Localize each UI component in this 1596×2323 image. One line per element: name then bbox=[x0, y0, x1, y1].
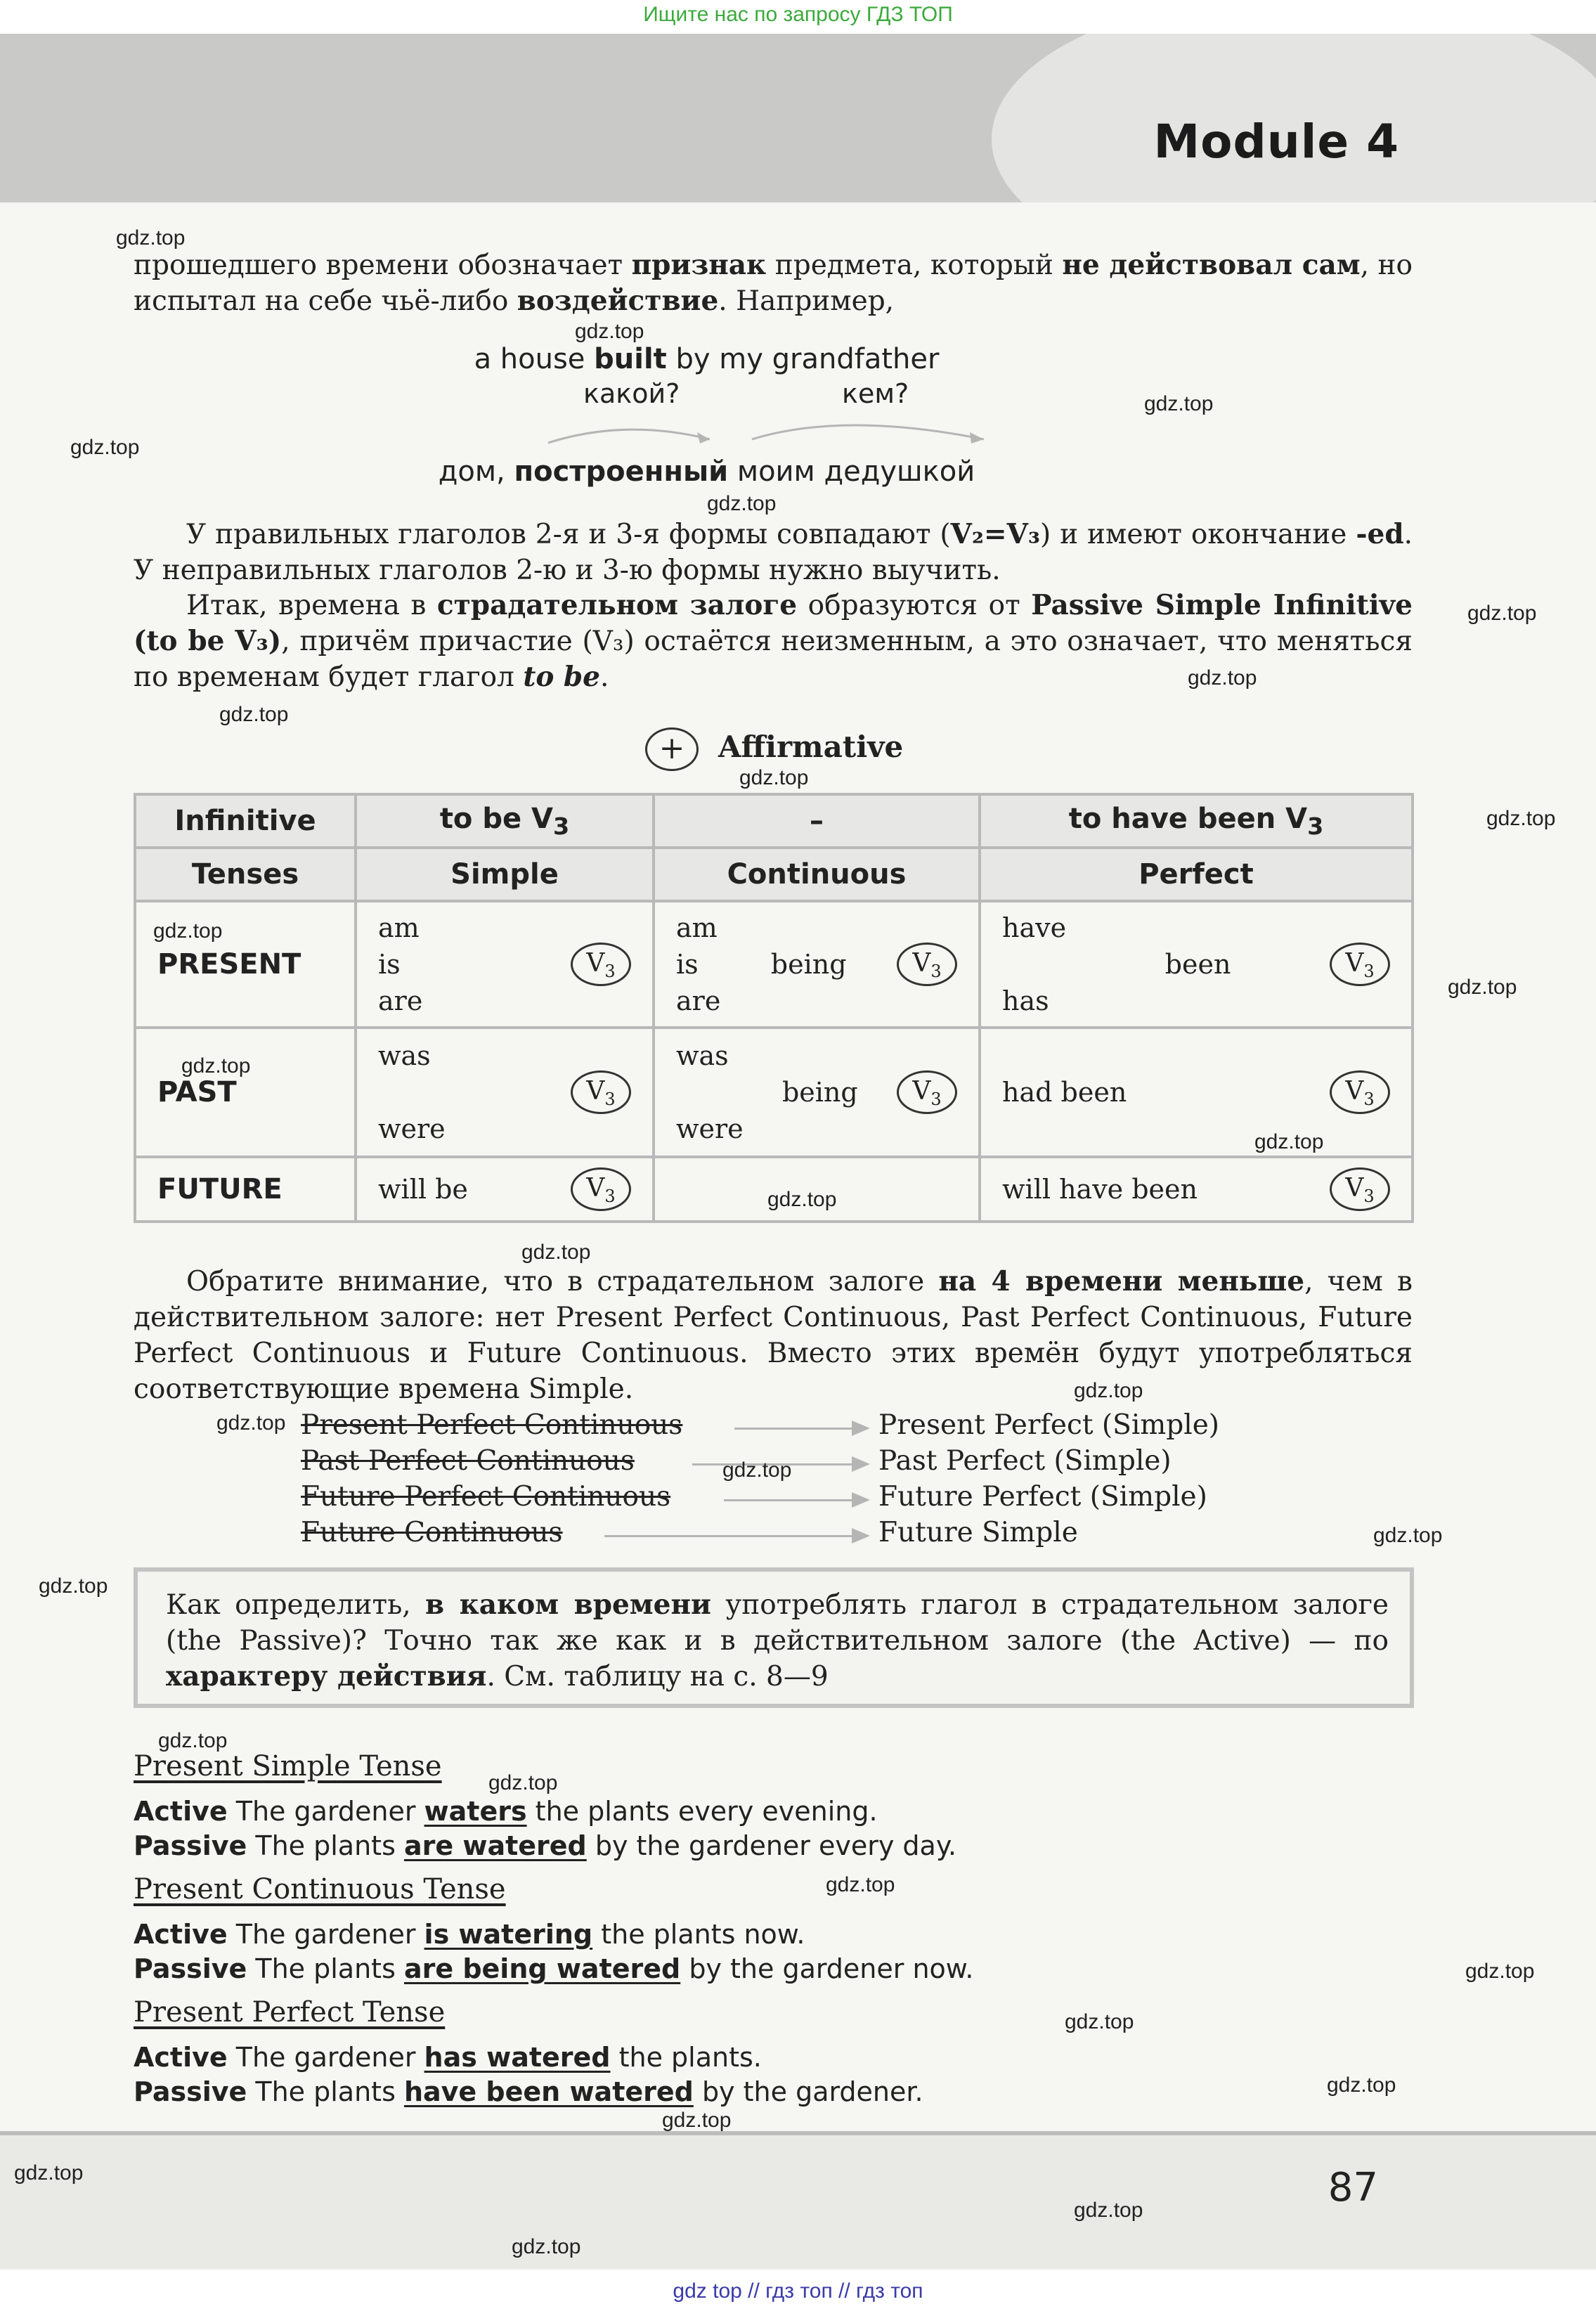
v3-mark: $V_3$ bbox=[571, 943, 631, 986]
watermark: gdz.top bbox=[1074, 1379, 1143, 1402]
watermark: gdz.top bbox=[181, 1054, 251, 1078]
watermark: gdz.top bbox=[116, 226, 186, 250]
passive-formation-paragraph: Итак, времена в страдательном залоге образуются от Passive Simple Infinitive (to be V₃), причём причастие (V₃) остаётся неизменным, а это означает, что меняться по временам будет глагол to be. bbox=[134, 589, 1413, 693]
example-active: Active The gardener is watering the plants now. bbox=[134, 1919, 805, 1950]
plus-icon: + bbox=[645, 727, 699, 771]
arrow-right-icon bbox=[852, 1492, 870, 1508]
watermark: gdz.top bbox=[1144, 392, 1214, 415]
present-continuous: am is are being $V_3$ bbox=[654, 901, 980, 1028]
tenses-label: Tenses bbox=[135, 848, 356, 901]
example-phrase-russian: дом, построенный моим дедушкой bbox=[438, 455, 975, 488]
affirmative-heading: Affirmative bbox=[718, 730, 904, 764]
watermark: gdz.top bbox=[767, 1188, 837, 1211]
watermark: gdz.top bbox=[575, 320, 644, 343]
watermark: gdz.top bbox=[1188, 666, 1257, 690]
future-perfect: will have been $V_3$ bbox=[980, 1157, 1413, 1222]
v3-mark: $V_3$ bbox=[1330, 943, 1390, 986]
inf-perfect: to have been $V_3$ bbox=[980, 794, 1413, 848]
v3-mark: $V_3$ bbox=[1330, 1167, 1390, 1211]
arrow-line bbox=[724, 1499, 854, 1501]
replacement-from: Present Perfect Continuous bbox=[301, 1409, 683, 1441]
tense-heading: Present Simple Tense bbox=[134, 1750, 442, 1782]
page-number: 87 bbox=[1328, 2165, 1378, 2211]
past-simple: was were $V_3$ bbox=[356, 1028, 654, 1157]
watermark: gdz.top bbox=[826, 1873, 895, 1896]
replacement-from: Past Perfect Continuous bbox=[301, 1445, 635, 1477]
watermark: gdz.top bbox=[1065, 2010, 1134, 2033]
example-active: Active The gardener has watered the plants. bbox=[134, 2042, 762, 2073]
watermark: gdz.top bbox=[1327, 2073, 1396, 2097]
example-passive: Passive The plants are watered by the gardener every day. bbox=[134, 1830, 956, 1861]
tense-heading: Present Continuous Tense bbox=[134, 1873, 506, 1905]
watermark: gdz.top bbox=[1448, 976, 1517, 999]
top-notice[interactable]: Ищите нас по запросу ГДЗ ТОП bbox=[643, 3, 953, 26]
watermark: gdz.top bbox=[1486, 807, 1556, 830]
fewer-tenses-paragraph: Обратите внимание, что в страдательном залоге на 4 времени меньше, чем в действительном залоге: нет Present Perfect Continuous, Past Perfect Continuous, Future Perfect Continuous и Future Continuous. Вместо этих времён будут употребляться соответствующие времена Simple. bbox=[134, 1265, 1413, 1405]
v3-mark: $V_3$ bbox=[571, 1070, 631, 1114]
watermark: gdz.top bbox=[216, 1411, 286, 1435]
module-title: Module 4 bbox=[1153, 115, 1399, 169]
v3-mark: $V_3$ bbox=[571, 1167, 631, 1211]
watermark: gdz.top bbox=[153, 919, 223, 943]
watermark: gdz.top bbox=[14, 2161, 84, 2185]
watermark: gdz.top bbox=[1467, 602, 1537, 625]
v3-mark: $V_3$ bbox=[897, 943, 957, 986]
present-label: PRESENT bbox=[135, 901, 356, 1028]
replacement-from: Future Perfect Continuous bbox=[301, 1481, 671, 1513]
future-label: FUTURE bbox=[135, 1157, 356, 1222]
replacement-to: Future Perfect (Simple) bbox=[878, 1481, 1207, 1513]
col-simple: Simple bbox=[356, 848, 654, 901]
past-continuous: was were being $V_3$ bbox=[654, 1028, 980, 1157]
tenses-row bbox=[135, 848, 1413, 901]
arrow-line bbox=[734, 1428, 854, 1430]
page-header bbox=[0, 34, 1596, 202]
regular-verbs-paragraph: У правильных глаголов 2-я и 3-я формы совпадают (V₂=V₃) и имеют окончание -ed. У неправильных глаголов 2-ю и 3-ю формы нужно выучить. bbox=[134, 518, 1413, 586]
tense-heading: Present Perfect Tense bbox=[134, 1996, 446, 2028]
watermark: gdz.top bbox=[707, 492, 777, 515]
watermark: gdz.top bbox=[39, 1574, 108, 1598]
future-simple: will be $V_3$ bbox=[356, 1157, 654, 1222]
arrow-line bbox=[604, 1535, 854, 1537]
question-by-whom: кем? bbox=[842, 378, 909, 409]
replacement-to: Present Perfect (Simple) bbox=[878, 1409, 1220, 1441]
v3-mark: $V_3$ bbox=[897, 1070, 957, 1114]
watermark: gdz.top bbox=[739, 766, 809, 789]
v3-mark: $V_3$ bbox=[1330, 1070, 1390, 1114]
example-phrase-english: a house built by my grandfather bbox=[474, 343, 940, 375]
replacement-from: Future Continuous bbox=[301, 1517, 563, 1548]
inf-simple: to be $V_3$ bbox=[356, 794, 654, 848]
watermark: gdz.top bbox=[488, 1771, 558, 1794]
watermark: gdz.top bbox=[1254, 1130, 1324, 1153]
arrow-right-icon bbox=[852, 1421, 870, 1436]
infinitive-label: Infinitive bbox=[135, 794, 356, 848]
col-continuous: Continuous bbox=[654, 848, 980, 901]
infinitive-row bbox=[135, 794, 1413, 848]
watermark: gdz.top bbox=[1074, 2199, 1143, 2222]
watermark: gdz.top bbox=[1373, 1524, 1443, 1547]
past-row bbox=[135, 1028, 1413, 1157]
bottom-notice[interactable]: gdz top // гдз топ // гдз топ bbox=[673, 2279, 923, 2303]
present-row bbox=[135, 901, 1413, 1028]
present-simple: am is are $V_3$ bbox=[356, 901, 654, 1028]
example-passive: Passive The plants are being watered by the gardener now. bbox=[134, 1953, 974, 1984]
arrow-right-icon bbox=[852, 1528, 870, 1544]
note-box bbox=[134, 1567, 1414, 1708]
watermark: gdz.top bbox=[70, 436, 140, 459]
replacement-to: Past Perfect (Simple) bbox=[878, 1445, 1172, 1477]
question-what-kind: какой? bbox=[583, 378, 680, 409]
replacement-to: Future Simple bbox=[878, 1517, 1078, 1548]
passive-tenses-table bbox=[134, 793, 1414, 1223]
example-arrows bbox=[541, 411, 998, 453]
arrow-right-icon bbox=[852, 1456, 870, 1472]
col-perfect: Perfect bbox=[980, 848, 1413, 901]
inf-continuous: – bbox=[654, 794, 980, 848]
watermark: gdz.top bbox=[1465, 1960, 1535, 1983]
note-text: Как определить, в каком времени употреблять глагол в страдательном залоге (the Passive)? Точно так же как и в действительном залоге (the Active) — по характеру действия. См. таблицу на с. 8—9 bbox=[166, 1588, 1389, 1693]
watermark: gdz.top bbox=[662, 2109, 732, 2132]
example-passive: Passive The plants have been watered by the gardener. bbox=[134, 2076, 923, 2107]
intro-paragraph: прошедшего времени обозначает признак предмета, который не действовал сам, но испытал на себе чьё-либо воздействие. Например, bbox=[134, 249, 1413, 317]
present-perfect: have has been $V_3$ bbox=[980, 901, 1413, 1028]
past-perfect: had been $V_3$ bbox=[980, 1028, 1413, 1157]
watermark: gdz.top bbox=[512, 2235, 581, 2258]
watermark: gdz.top bbox=[158, 1729, 228, 1752]
watermark: gdz.top bbox=[219, 703, 289, 726]
watermark: gdz.top bbox=[722, 1458, 792, 1482]
example-active: Active The gardener waters the plants every evening. bbox=[134, 1796, 878, 1827]
watermark: gdz.top bbox=[521, 1241, 591, 1264]
past-label: PAST bbox=[135, 1028, 356, 1157]
